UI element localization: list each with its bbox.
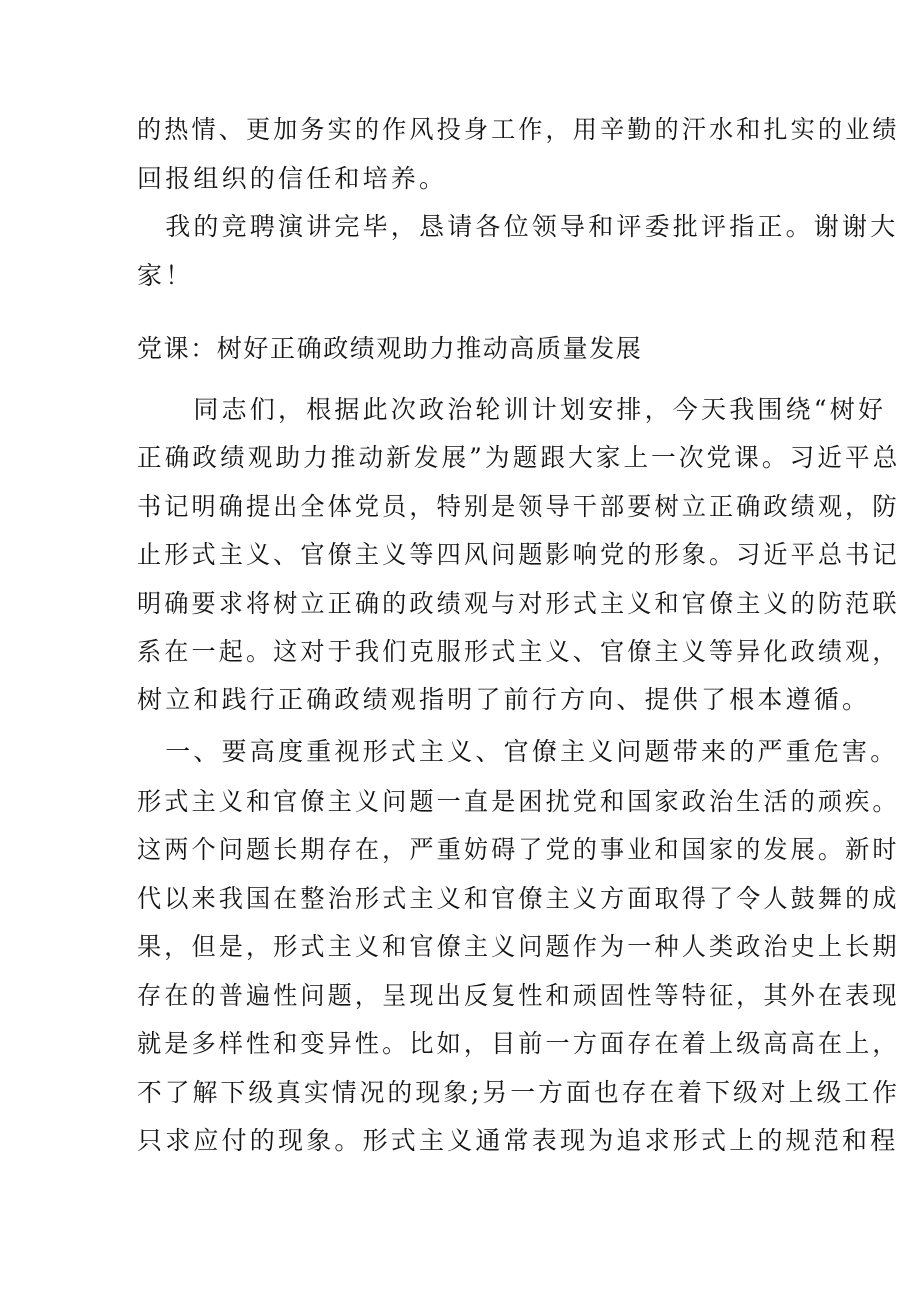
- text-line: 明确要求将树立正确的政绩观与对形式主义和官僚主义的防范联: [137, 589, 900, 618]
- text-line: 止形式主义、官僚主义等四风问题影响党的形象。习近平总书记: [137, 540, 900, 569]
- text-line: 就是多样性和变异性。比如，目前一方面存在着上级高高在上，: [137, 1029, 900, 1058]
- text-line: 书记明确提出全体党员，特别是领导干部要树立正确政绩观，防: [137, 492, 900, 521]
- text-line: 系在一起。这对于我们克服形式主义、官僚主义等异化政绩观，: [137, 637, 900, 666]
- text-line: 我的竞聘演讲完毕，恳请各位领导和评委批评指正。谢谢大: [137, 212, 899, 241]
- text-line: 代以来我国在整治形式主义和官僚主义方面取得了令人鼓舞的成: [137, 884, 900, 913]
- text-line: 一、要高度重视形式主义、官僚主义问题带来的严重危害。: [137, 737, 899, 766]
- text-line: 果，但是，形式主义和官僚主义问题作为一种人类政治史上长期: [137, 932, 900, 961]
- text-line: 的热情、更加务实的作风投身工作，用辛勤的汗水和扎实的业绩: [137, 115, 900, 144]
- text-line: 不了解下级真实情况的现象;另一方面也存在着下级对上级工作: [137, 1078, 901, 1107]
- text-line: 存在的普遍性问题，呈现出反复性和顽固性等特征，其外在表现: [137, 981, 900, 1010]
- text-line: 家！: [137, 261, 194, 290]
- text-line: 形式主义和官僚主义问题一直是困扰党和国家政治生活的顽疾。: [137, 787, 900, 816]
- text-line: 这两个问题长期存在，严重妨碍了党的事业和国家的发展。新时: [137, 835, 900, 864]
- text-line: 只求应付的现象。形式主义通常表现为追求形式上的规范和程: [137, 1126, 899, 1155]
- text-line: 树立和践行正确政绩观指明了前行方向、提供了根本遵循。: [137, 685, 871, 714]
- text-line: 同志们，根据此次政治轮训计划安排，今天我围绕“树好: [137, 395, 887, 424]
- text-line: 回报组织的信任和培养。: [137, 164, 448, 193]
- text-line: 正确政绩观助力推动新发展”为题跟大家上一次党课。习近平总: [137, 443, 901, 472]
- section-title: 党课：树好正确政绩观助力推动高质量发展: [137, 334, 643, 363]
